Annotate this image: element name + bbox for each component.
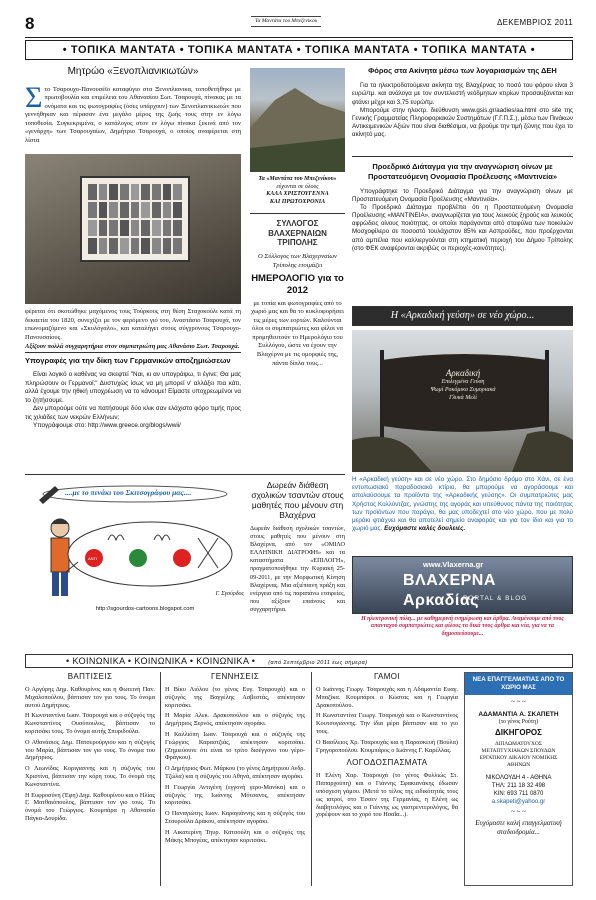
petition-text: Είναι λογικό ο καθένας να σκεφτεί "Ναι, κι αν υπογράψω, τι έγινε; Θα μας πληρώσουν οι Γερμανοί;" Δυστυχώς ίσως να μη μπορεί ν' αλλάξει πια κάτι, αλλά έχουμε την ηθική υποχρέωση να το κάνουμε! Είμαστε υποχρεωμένοι να το ζητήσουμε. xyxy=(25,371,241,404)
cartoon-caption[interactable]: http://sgourdos-cartoons.blogspot.com xyxy=(95,606,195,612)
ad-address: ΝΙΚΟΛΟΥΔΗ 4 - ΑΘΗΝΑ xyxy=(485,775,552,782)
list-item: Ο Βασίλειος Χρ. Τσαρουχάς και η Παρασκευή (Βούλα) Γρηγοροπούλου. Κουμπάρος ο Ιωάννης Γ. Καρέλλας. xyxy=(316,738,458,754)
social-bar-text: • ΚΟΙΝΩΝΙΚΑ • ΚΟΙΝΩΝΙΚΑ • ΚΟΙΝΩΝΙΚΑ • xyxy=(66,656,256,666)
calendar-intro: Ο Σύλλογος των Βλαχερναίων Τρίπολης ετοιμάζει xyxy=(258,252,337,269)
page-header xyxy=(25,12,573,38)
dei-article xyxy=(352,66,573,139)
list-item: Ο Παναγιώτης Ιωαν. Καραγιάννης και η σύζυγός του Σταυρούλα Δράκου, απέκτησαν αγοράκι. xyxy=(165,810,305,825)
blog-banner[interactable] xyxy=(352,556,573,614)
wishes-line4: ΚΑΙ ΠΡΩΤΟΧΡΟΝΙΑ xyxy=(269,198,326,205)
petition-text2: Δεν μπορούμε ούτε να πατήσουμε δύο κλικ σαν ελάχιστο φόρο τιμής προς τις χιλιάδες των νεκρών Ελλήνων; xyxy=(25,405,241,421)
cartoon-signature: Γ. Σγούρδος xyxy=(215,590,244,597)
bags-title: Δωρεάν διάθεση σχολικών τσαντών στους μαθητές που μένουν στη Βλαχέρνα xyxy=(251,480,344,520)
calendar-text: με τοπία και φωτογραφίες από το χωριό μας και θα το κυκλοφορήσει τις μέρες των εορτών. Καλούνται όλοι οι συμπατριώτες και φίλοι να προμηθευτούν το Ημερολόγιο του Συλλόγου, ώστε να έχουν την Βλαχέρνα με τις ομορφιές της, πάντα δίπλα τους... xyxy=(251,299,344,367)
births-column xyxy=(165,672,305,847)
arcadian-title: Η «Αρκαδική γεύση» σε νέο χώρο... xyxy=(352,306,573,326)
bags-text: Δωρεάν διάθεση σχολικών τσαντών, στους μαθητές που μένουν στη Βλαχέρνα, από τον «ΟΜΙΛΟ ΕΛΛΗΝΙΚΗ ΔΙΑΤΡΟΦΗ» και τα καταστήματα «ΕΠΙΛΟΓΗ», πραγματοποιήθηκε την Κυριακή 25-09-2011, με την Μορφωτική Κίνηση Βλαχέρνας. Μια αξιέπαινη πράξη και ενέργεια από τις παραπάνω εταιρείες, που αξίζουν επαίνους και συγχαρητήρια. xyxy=(250,525,345,613)
wishes-line3: ΚΑΛΑ ΧΡΙΣΤΟΥΓΕΝΝΑ xyxy=(266,191,329,197)
arcadian-text: Η «Αρκαδική γεύση» και σε νέο χώρο. Στο δημόσιο δρόμο στο Χάνι, σε ένα εντυπωσιακό παραδοσιακό κτίριο, θα μπορούμε να αγοράσουμε και απολαύσουμε τα προϊόντα της «Αρκαδικής γεύσης». Οι συμπατριώτες μας Χρήστος Κολλύντζας, γνώστης της αγοράς και υπεύθυνος πάντα της ποιότητας των προϊόντων που παράγει, θα μας υποδεχτεί στο νέο χώρο, που με πολύ μεράκι φτιάχνει και θα αποτελεί σημείο αναφοράς και για τον ίδιο και για το χωριό μας. xyxy=(352,476,573,533)
list-item: Η Γεωργία Αντιγένη (εγγονή γερο-Μανίκα) και ο σύζυγός της Ιωάννης Μότσανος, απέκτησαν κοριτσάκι. xyxy=(165,783,305,807)
ad-studies: ΔΙΠΛΩΜΑΤΟΥΧΟΣ ΜΕΤΑΠΤΥΧΙΑΚΩΝ ΣΠΟΥΔΩΝ ΕΡΓΑΤΙΚΟΥ ΔΙΚΑΙΟΥ ΝΟΜΙΚΗΣ ΑΘΗΝΩΝ xyxy=(479,741,558,768)
cartoon-drawing xyxy=(38,510,248,600)
list-item: Η Καλλιόπη Ιωαν. Τσαρουχά και ο σύζυγός της Γεώργιος Καραστζιάς, απέκτησαν κοριτσάκι. (Ζημιεύουνε ότι είναι το τρίτο δισέγγονο του γέρο-Φράγκου). xyxy=(165,730,305,762)
ad-tilde2: ~ ~ ~ xyxy=(511,808,526,817)
arcadian-wish: Ευχόμαστε καλές δουλειές. xyxy=(384,525,466,533)
section-banner: • ΤΟΠΙΚΑ ΜΑΝΤΑΤΑ • ΤΟΠΙΚΑ ΜΑΝΤΑΤΑ • ΤΟΠΙΚΑ ΜΑΝΤΑΤΑ • ΤΟΠΙΚΑ ΜΑΝΤΑΤΑ • xyxy=(25,40,573,60)
blog-sub: PORTAL & BLOG xyxy=(463,595,528,602)
list-item: Ο Λεωνίδας Κοριγιαννης και η σύζυγός του Χριστίνα, βάπτισαν την κόρη τους. Το όνομά της Κωνσταντίνα. xyxy=(25,765,155,788)
wishes-line2: εύχονται σε όλους xyxy=(276,183,319,190)
museum-text: το Τσαρουχο-Πανουσέϊο καταφύγιο στα Ξενοπλιανικα, τοποθετήθηκε με πρωτοβουλία και επιμέλεια του Αθανασίου Σωτ. Τσαρουχά, πίνακας με τα ονόματα και τις φωτογραφίες (όσες υπάρχουν) των Ξενοπλιανικιωτών που γεννήθηκαν και πέρασαν ένα μεγάλο μέρος της ζωής τους στην εν λόγω τοποθεσία. Συγκεκριμένα, ο κατάλογος στον εν λόγω πίνακα ξεκινά από τον «γενάρχη» των Τσαρουχαίων, Δημήτριο Τσαρουχά, ο οποίος αναφέρεται στη λίστα xyxy=(25,85,241,144)
cartoon-banner xyxy=(35,480,245,506)
calendar-title: ΗΜΕΡΟΛΟΓΙΟ για το 2012 xyxy=(251,272,344,296)
petition-link[interactable]: http://www.greece.org/blogs/wwii/ xyxy=(87,422,181,430)
page-number: 8 xyxy=(25,14,35,33)
calendar-article xyxy=(250,219,345,368)
wine-article xyxy=(352,162,573,253)
list-item: Η Βίκυ Λιόλου (το γένος Ευγ. Τσαρουχά) και ο σύζυγός της Βαγγέλης Ασβεστάς, απέκτησαν κοριτσάκι. xyxy=(165,686,305,709)
blog-caption: Η ηλεκτρονική πύλη... με καθημερινή ενημέρωση και άρθρα. Αναμένουμε από τους απανταχού συμπατριώτες και φίλους τα δικά τους άρθρα και νέα, για να τα δημοσιεύσουμε... xyxy=(361,616,564,637)
ad-email[interactable]: a.skapeti@yahoo.gr xyxy=(491,799,546,806)
weddings-column xyxy=(316,672,458,822)
museum-photo xyxy=(25,154,241,304)
arcadian-photo xyxy=(352,330,573,472)
social-banner xyxy=(25,654,573,668)
museum-title: Μητρώο «Ξενοπλιανικιωτών» xyxy=(67,66,199,77)
social-since: (από Σεπτέμβριο 2011 έως σήμερα) xyxy=(268,660,368,666)
shop-sign-text: Αρκαδική Επιλεγμένα Γεύση Ψωμί Ροκόμικο Συμοριακά Γλυκά Μελί xyxy=(430,368,496,401)
ad-wish: Ευχόμαστε καλή επαγγελματική σταδιοδρομία... xyxy=(475,819,562,837)
weddings-title: ΓΑΜΟΙ xyxy=(373,672,401,681)
births-title: ΓΕΝΝΗΣΕΙΣ xyxy=(210,672,260,681)
list-item: Ο Δημήτριος Φωτ. Μάρκου (το γένος Δημήτριου Ανδρ. Τζώλα) και η σύζυγός του Αθηνά, απέκτησαν αγοράκι. xyxy=(165,765,305,780)
list-item: Η Ελένη Χαρ. Τσαρουχά (το γένος Φυλλιώς Στ. Παπαρχούπη) και ο Γιάννης Σφακιανάκης έδωσαν υπόσχεση γάμου. (Μετά το τέλος της ειδικότητάς τους ως ιατροί, στο Έσσεν της Γερμανίας, η Ελένη ως διαβητολόγος και ο Γιάννης ως γαστρεντερολόγος, θα χορέψουν και το χορό του Ησαΐα...). xyxy=(316,772,458,819)
condolences-title: ΛΟΓΟΔΟΣΠΑΣΜΑΤΑ xyxy=(346,758,428,768)
ad-tilde: ~ ~ ~ xyxy=(511,698,526,706)
ad-name: ΑΔΑΜΑΝΤΙΑ Α. ΣΚΑΠΕΤΗ xyxy=(478,710,559,718)
lawyer-ad xyxy=(464,672,573,886)
cartoon-figure xyxy=(38,510,248,600)
list-item: Η Μαρία Αλεκ. Δρακοπούλου και ο σύζυγός της Δημήτριος Ξερνός, απέκτησαν αγοράκι. xyxy=(165,712,305,728)
list-item: Η Αικατερίνη Τηυρ. Κατσούλη και ο σύζυγός της Μάκης Μπογέας, απέκτησαν κοριτσάκι. xyxy=(165,828,305,844)
dei-title: Φόρος στα Ακίνητα μέσω των λογαριασμών της ΔΕΗ xyxy=(368,66,557,75)
wine-title: Προεδρικό Διάταγμα για την αναγνώριση οίνων με Προστατευόμενη Ονομασία Προέλευσης «Μαντινεία» xyxy=(367,162,558,181)
baptisms-column xyxy=(25,672,155,826)
petition-sign: Υπογράφουμε στο: xyxy=(33,422,87,430)
ad-origin: (το γένος Ρούτη) xyxy=(498,718,539,725)
list-item: Η Ευφροσύνη (Έφη) Δημ. Καθουρίνου και ο Ηλίας Γ. Ματθαιόπουλος, βάπτισαν τον γιο τους. Το όνομά του Γεώργιος. Κουμπάρα η Αθανασία Πάγκα-Δουρίδα. xyxy=(25,791,155,822)
village-photo xyxy=(250,68,345,172)
list-item: Ο Αργύρης Δημ. Καθουρίνος και η Φωτεινή Παν. Μιχαλοπούλου, βάπτισαν τον γιο τους. Το όνομα αυτού Δημήτριος. xyxy=(25,686,155,709)
list-item: Η Κωνσταντίνα Ιωαν. Τσαρουχά και ο σύζυγός της Κωνσταντίνος Ουσόπουλος, βάπτισαν το κοριτσάκι τους. Το όνομα αυτής Σπυριδούλα. xyxy=(25,712,155,735)
list-item: Η Κωνσταντίνα Γεωργ. Τσαρουχά και ο Κωνσταντίνος Κουτσογιάννης. Την ίδια μέρα βάπτισαν και το γιο τους. xyxy=(316,712,458,735)
arcadian-article xyxy=(352,476,573,533)
masthead: Τα Μαντάτα του Μπεζενίκου xyxy=(251,16,321,27)
svg-text:ΑΝΤΙ: ΑΝΤΙ xyxy=(88,556,98,561)
cartoon-banner-text: ....με το πενάκι του Σκιτσογράφου μας.... xyxy=(65,488,192,497)
drop-cap: Σ xyxy=(25,85,43,114)
list-item: Ο Αθανάσιος Δημ. Πατσερούργιου και η σύζυγός του Μαρία, βάπτισαν τον γιο τους. Το όνομα του Δημήτριος. xyxy=(25,738,155,762)
club-name: ΣΥΛΛΟΓΟΣ ΒΛΑΧΕΡΝΑΙΩΝ ΤΡΙΠΟΛΗΣ xyxy=(268,219,327,247)
ad-kin: ΚΙΝ: 693 711 0870 xyxy=(493,791,544,798)
mountain-shape xyxy=(250,68,345,172)
ad-profession: ΔΙΚΗΓΟΡΟΣ xyxy=(495,728,542,738)
wine-text: Υπογράφτηκε το Προεδρικό Διάταγμα για την αναγνώριση οίνων με Προστατευόμενη Ονομασία Προέλευσης «Μαντινεία». xyxy=(352,188,573,204)
wine-text2: Το Προεδρικό Διάταγμα προβλέπει ότι η Προστατευόμενη Ονομασία Προέλευσης «MANTINEIA», αναγνωρίζεται για τους λευκούς ξηρούς και λευκούς αφρώδεις οίνους ποιότητας, οι οποίοι παράγονται από σταφύλια των ποικιλιών Μοσχοφίλερο σε ποσοστό τουλάχιστον 85% και Ασπρούδες, που προέρχονται από αμπέλια που καλλιεργούνται στη κτηματική περιοχή του Δήμου Τρίπολης (στο ΦΕΚ αναφέρονται ακριβώς οι περιοχές-κοινότητες). xyxy=(352,204,573,252)
petition-title: Υπογραφές για την δίκη των Γερμανικών αποζημιώσεων xyxy=(25,356,231,365)
wishes-box xyxy=(250,176,345,206)
dei-text2: Μπορούμε στην ηλεκτρ. διεύθυνση www.gsis.gr/aadies/aa.html στο site της Γενικής Γραμματείας Πληροφοριακών Συστημάτων (Γ.Γ.Π.Σ.), μέσω των Πινάκων Αντικειμενικών Αξιών που είναι διαθέσιμοι, να βρούμε την τιμή ζώνης που έχει το ακίνητό μας. xyxy=(352,106,573,138)
dei-text: Για τα ηλεκτροδοτούμενα ακίνητα της Βλαχέρνας το ποσό του φόρου είναι 3 ευρώ/τμ. και ανάλογα με τον συντελεστή νεόδμητων κτιρίων προσαυξάνεται και φτάνει μέχρι και 3,75 ευρώ/τμ. xyxy=(352,82,573,106)
museum-thanks: Αξίζουν πολλά συγχαρητήρια στον συμπατριώτη μας Αθανάσιο Σωτ. Τσαρουχά. xyxy=(25,343,240,350)
blog-url[interactable]: www.Vlaxerna.gr xyxy=(423,560,484,569)
museum-text-cont: φέρεται ότι σκοτώθηκε μαχόμενος τους Τούρκους στη θέση Σταχοκούλι κατά τη δεκαετία του 1820, συνεχίζει με τον φερόμενο γιό του, Αναστάσιο Τσαρουχά, τον επωνομαζόμενο και «Σκυλόγαλο», και καταλήγει στους σύγχρονους Τσαρουχο-Πανουσαίους. xyxy=(25,308,241,341)
names-board xyxy=(80,176,190,262)
issue-date: ΔΕΚΕΜΒΡΙΟΣ 2011 xyxy=(496,18,573,27)
museum-article xyxy=(25,66,241,164)
ad-tel: ΤΗΛ: 211 18 32 498 xyxy=(491,783,546,790)
petition-article xyxy=(25,356,241,431)
wishes-line1: Τα «Μαντάτα του Μπεζενίκου» xyxy=(258,176,337,182)
list-item: Ο Ιωάννης Γεωργ. Τσαρουχάς και η Αδαμαντία Ευαγ. Μπαζίκα. Κουμπάροι ο Κώστας και η Γεωργία Δρακοπούλου. xyxy=(316,686,458,709)
bags-article xyxy=(250,480,345,614)
baptisms-title: ΒΑΠΤΙΣΕΙΣ xyxy=(67,672,113,681)
blog-title: ΒΛΑΧΕΡΝΑ Αρκαδίας xyxy=(403,572,496,609)
ad-header: ΝΕΑ ΕΠΑΓΓΕΛΜΑΤΙΑΣ ΑΠΟ ΤΟ ΧΩΡΙΟ ΜΑΣ xyxy=(465,673,572,695)
